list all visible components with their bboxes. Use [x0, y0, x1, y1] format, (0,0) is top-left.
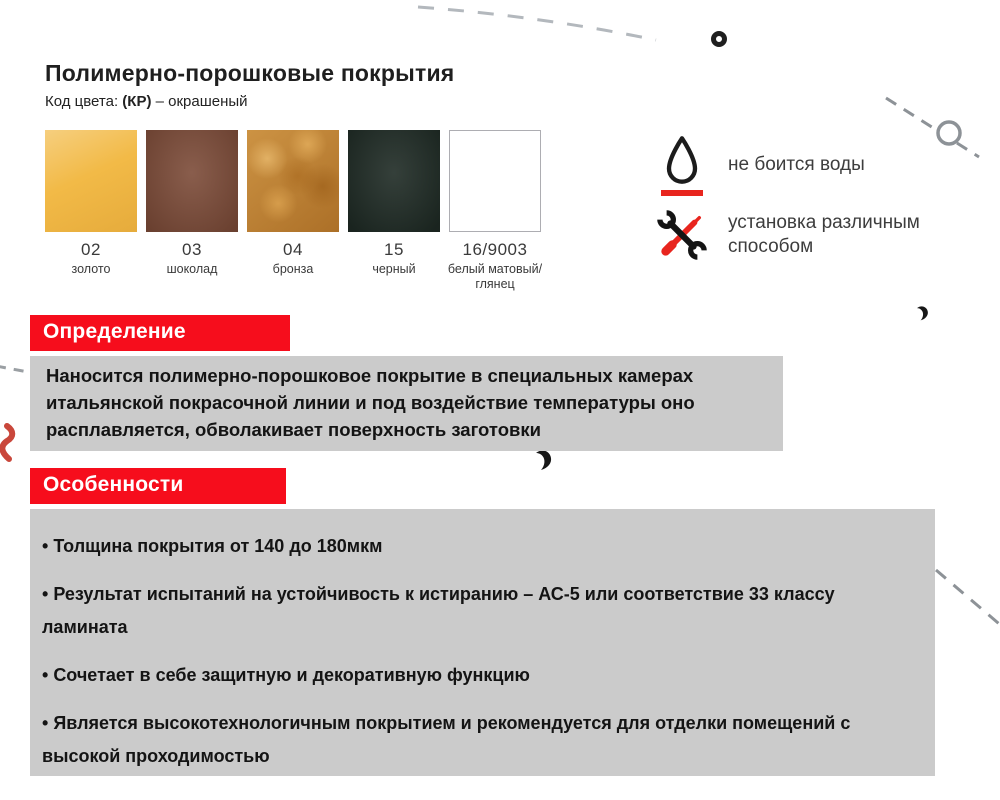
feature-waterproof-label: не боится воды — [728, 154, 865, 176]
color-swatch-16-9003 — [449, 130, 541, 292]
swatch-name-label: черный — [372, 262, 416, 276]
subtitle-code: (КР) — [122, 93, 152, 110]
swatch-code-label: 04 — [283, 240, 303, 259]
feature-bullet: • Результат испытаний на устойчивость к истиранию – АС-5 или соответствие 33 классу ламината — [42, 578, 890, 644]
dashed-line-decoration-left — [0, 366, 28, 372]
swatch-code-label: 15 — [384, 240, 404, 259]
red-underline-decoration — [661, 190, 703, 196]
crossed-tools-icon — [658, 210, 706, 260]
swatch-color-box — [146, 130, 238, 232]
dashed-line-decoration-top — [418, 7, 656, 40]
swatch-color-box — [449, 130, 541, 232]
color-swatch-15 — [348, 130, 440, 292]
swatch-name-label: золото — [71, 262, 111, 276]
water-drop-icon — [658, 134, 706, 196]
dashed-line-decoration-bottom-right — [936, 570, 1000, 628]
swatch-color-box — [247, 130, 339, 232]
color-code-subtitle — [45, 93, 454, 110]
feature-installation — [658, 210, 958, 260]
feature-bullet: • Толщина покрытия от 140 до 180мкм — [42, 530, 890, 563]
features-panel — [30, 509, 935, 776]
header — [45, 60, 454, 110]
swatch-name-label: бронза — [272, 262, 314, 276]
color-swatch-03 — [146, 130, 238, 292]
swatch-code-label: 16/9003 — [462, 240, 528, 259]
swatch-color-box — [348, 130, 440, 232]
swatch-name-label: шоколад — [166, 262, 218, 276]
ring-decoration — [714, 34, 725, 45]
feature-installation-label: установка различным способом — [728, 212, 920, 257]
color-swatch-row — [45, 130, 541, 292]
features-heading: Особенности — [30, 468, 286, 504]
color-swatch-04 — [247, 130, 339, 292]
comma-decoration-middle — [536, 451, 551, 470]
swatch-code-label: 02 — [81, 240, 101, 259]
feature-bullet: • Сочетает в себе защитную и декоративную функцию — [42, 659, 890, 692]
swatch-name-label: белый матовый/глянец — [447, 262, 543, 291]
comma-decoration-right — [917, 306, 928, 320]
icon-features — [658, 134, 958, 260]
subtitle-suffix: – окрашеный — [151, 93, 248, 110]
feature-waterproof — [658, 134, 958, 196]
swatch-color-box — [45, 130, 137, 232]
color-swatch-02 — [45, 130, 137, 292]
swatch-code-label: 03 — [182, 240, 202, 259]
definition-heading: Определение — [30, 315, 290, 351]
subtitle-prefix: Код цвета: — [45, 93, 123, 110]
red-squiggle-decoration — [2, 426, 12, 459]
page-title: Полимерно-порошковые покрытия — [45, 60, 455, 86]
definition-body: Наносится полимерно-порошковое покрытие в специальных камерах итальянской покрасочной линии и под воздействие температуры оно расплавляется, обволакивает поверхность заготовки — [30, 356, 783, 451]
feature-bullet: • Является высокотехнологичным покрытием и рекомендуется для отделки помещений с высокой проходимостью — [42, 707, 890, 773]
